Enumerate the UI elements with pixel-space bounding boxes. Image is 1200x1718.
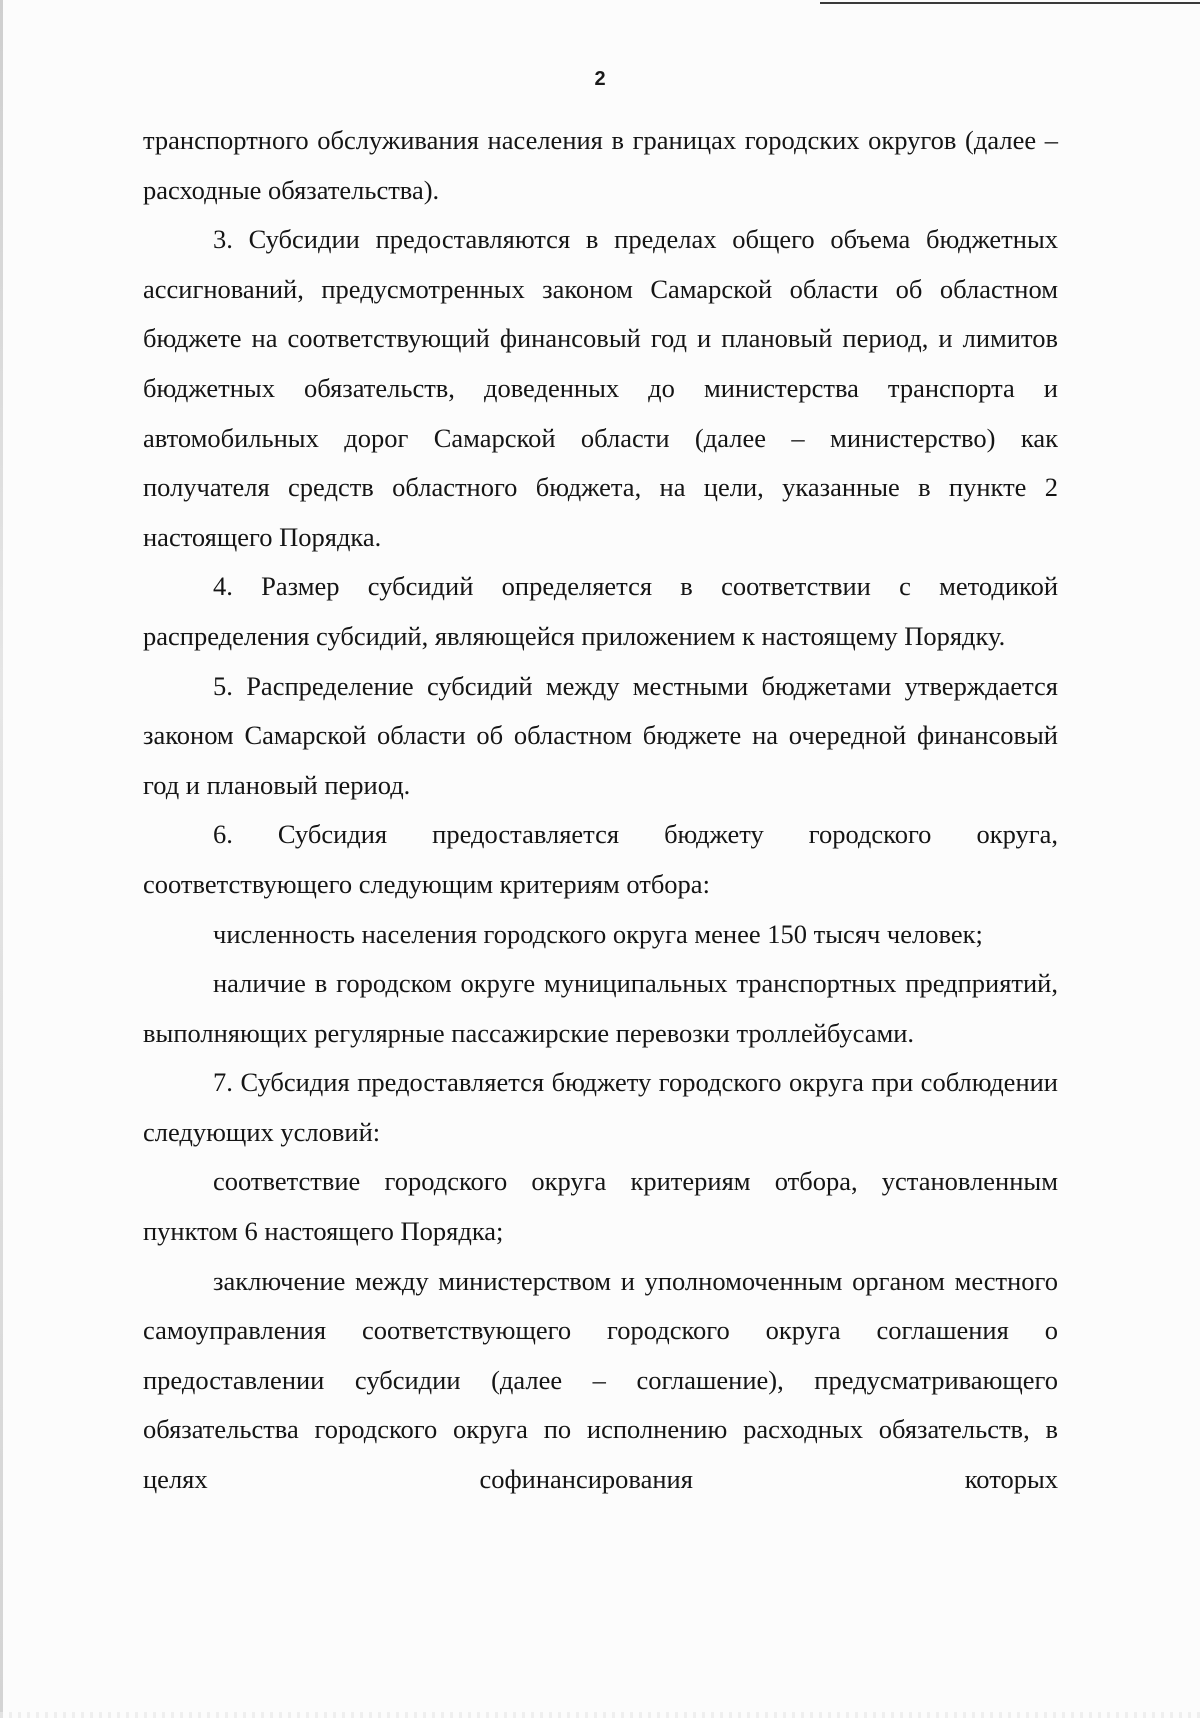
paragraph-item-5: 5. Распределение субсидий между местными бюджетами утверждается законом Самарской области об областном бюджете на очередной финансовый год и плановый период. [143, 670, 1058, 800]
page-number: 2 [594, 68, 606, 90]
paragraph-continuation: транспортного обслуживания населения в границах городских округов (далее – расходные обязательства). [143, 125, 1058, 205]
paragraph-criterion-population: численность населения городского округа менее 150 тысяч человек; [213, 918, 983, 949]
paragraph-item-7: 7. Субсидия предоставляется бюджету городского округа при соблюдении следующих условий: [143, 1067, 1058, 1147]
document-body [143, 116, 1058, 1505]
scan-left-edge [0, 0, 3, 1718]
paragraph-item-4: 4. Размер субсидий определяется в соответствии с методикой распределения субсидий, являющейся приложением к настоящему Порядку. [143, 571, 1058, 651]
paragraph-item-3: 3. Субсидии предоставляются в пределах общего объема бюджетных ассигнований, предусмотренных законом Самарской области об областном бюджете на соответствующий финансовый год и плановый период, и лимитов бюджетных обязательств, доведенных до министерства транспорта и автомобильных дорог Самарской области (далее – министерство) как получателя средств областного бюджета, на цели, указанные в пункте 2 настоящего Порядка. [143, 224, 1058, 552]
paragraph-condition-agreement: заключение между министерством и уполномоченным органом местного самоуправления соответствующего городского округа соглашения о предоставлении субсидии (далее – соглашение), предусматривающего обязательства городского округа по исполнению расходных обязательств, в целях софинансирования которых [143, 1265, 1058, 1495]
paragraph-criterion-trolleybus: наличие в городском округе муниципальных транспортных предприятий, выполняющих регулярные пассажирские перевозки троллейбусами. [143, 968, 1058, 1048]
scan-top-line [820, 2, 1200, 4]
paragraph-condition-criteria: соответствие городского округа критериям отбора, установленным пунктом 6 настоящего Порядка; [143, 1166, 1058, 1247]
paragraph-item-6: 6. Субсидия предоставляется бюджету городского округа, соответствующего следующим критериям отбора: [143, 819, 1058, 899]
scan-bottom-noise [0, 1712, 1200, 1718]
